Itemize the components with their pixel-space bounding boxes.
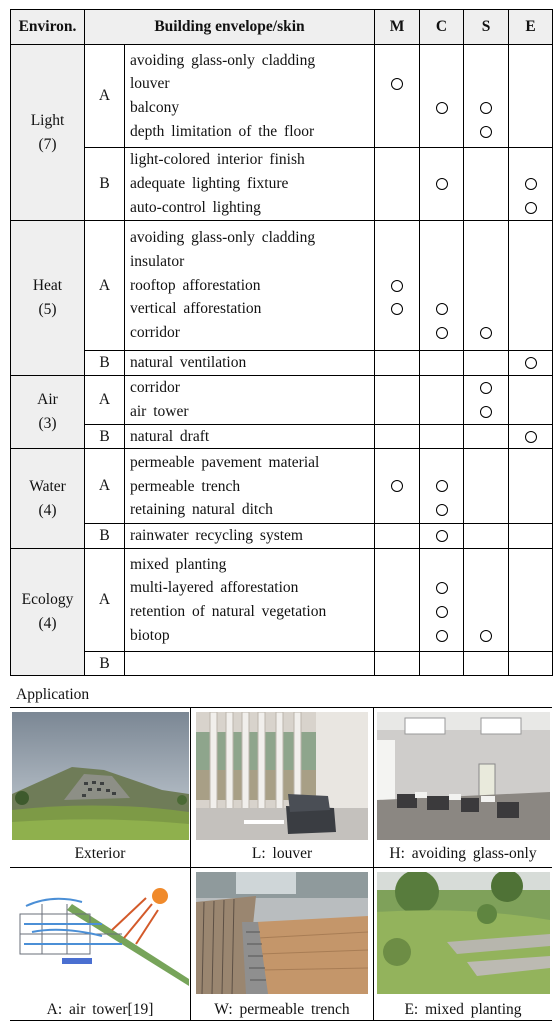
header-e: E (509, 10, 553, 45)
caption-exterior: Exterior (74, 845, 126, 862)
circle-mark-icon (525, 431, 537, 443)
mark-cell-c (420, 652, 464, 676)
mark-cell-c (420, 375, 464, 424)
item-list (125, 148, 375, 221)
mark-cell-s (464, 351, 509, 376)
envelope-table (10, 9, 553, 676)
environ-count: (4) (38, 615, 57, 633)
table-row (11, 351, 553, 376)
circle-mark-icon (391, 280, 403, 292)
list-item: vertical afforestation (130, 300, 262, 318)
mark-cell-s (464, 524, 509, 549)
mark-cell-e (509, 45, 553, 148)
caption-air-tower: A: air tower[19] (46, 1001, 154, 1018)
exterior-photo (12, 712, 189, 840)
list-item: avoiding glass-only cladding (130, 51, 316, 69)
mark-cell-s (464, 45, 509, 148)
table-row (11, 524, 553, 549)
list-item: corridor (130, 324, 180, 342)
caption-planting: E: mixed planting (404, 1001, 522, 1018)
mark-cell-e (509, 221, 553, 351)
mark-cell-m (375, 424, 420, 449)
list-item: retaining natural ditch (130, 501, 273, 519)
environ-cell (11, 449, 85, 549)
mark-cell-c (420, 45, 464, 148)
table-row (11, 449, 553, 524)
item-list (125, 45, 375, 148)
circle-mark-icon (436, 178, 448, 190)
circle-mark-icon (391, 78, 403, 90)
table-row (11, 424, 553, 449)
circle-mark-icon (436, 582, 448, 594)
mark-cell-s (464, 375, 509, 424)
circle-mark-icon (480, 327, 492, 339)
application-label: Application (16, 686, 90, 703)
circle-mark-icon (436, 303, 448, 315)
item-list (125, 524, 375, 549)
sub-category: A (85, 549, 125, 652)
environ-count: (5) (38, 300, 57, 318)
list-item: permeable pavement material (130, 453, 320, 471)
list-item: louver (130, 75, 170, 93)
circle-mark-icon (436, 327, 448, 339)
sub-category: A (85, 449, 125, 524)
circle-mark-icon (480, 630, 492, 642)
environ-cell (11, 375, 85, 449)
circle-mark-icon (436, 504, 448, 516)
mark-cell-c (420, 424, 464, 449)
item-list (125, 424, 375, 449)
mark-cell-e (509, 424, 553, 449)
mark-cell-s (464, 449, 509, 524)
table-row (11, 221, 553, 351)
mark-cell-m (375, 375, 420, 424)
mark-cell-m (375, 524, 420, 549)
header-envelope: Building envelope/skin (85, 10, 375, 45)
list-item: multi-layered afforestation (130, 579, 299, 597)
caption-louver: L: louver (251, 845, 313, 862)
sub-category: B (85, 524, 125, 549)
caption-glass: H: avoiding glass-only (389, 845, 537, 862)
mark-cell-e (509, 148, 553, 221)
mark-cell-m (375, 351, 420, 376)
environ-count: (7) (38, 135, 57, 153)
mark-cell-m (375, 652, 420, 676)
sub-category: A (85, 375, 125, 424)
item-list (125, 375, 375, 424)
mark-cell-s (464, 652, 509, 676)
item-list (125, 449, 375, 524)
mark-cell-m (375, 148, 420, 221)
circle-mark-icon (436, 102, 448, 114)
mark-cell-e (509, 351, 553, 376)
table-row (11, 652, 553, 676)
interior-photo (377, 712, 550, 840)
mark-cell-c (420, 221, 464, 351)
list-item: air tower (130, 402, 189, 420)
environ-count: (4) (38, 501, 57, 519)
mark-cell-e (509, 549, 553, 652)
sub-category: B (85, 148, 125, 221)
circle-mark-icon (391, 303, 403, 315)
circle-mark-icon (525, 357, 537, 369)
mark-cell-m (375, 221, 420, 351)
list-item: light-colored interior finish (130, 151, 305, 169)
list-item: natural draft (130, 427, 210, 445)
sub-category: B (85, 351, 125, 376)
caption-trench: W: permeable trench (214, 1001, 350, 1018)
mark-cell-e (509, 652, 553, 676)
environ-name: Light (30, 111, 65, 129)
mark-cell-e (509, 524, 553, 549)
circle-mark-icon (436, 606, 448, 618)
item-list (125, 549, 375, 652)
circle-mark-icon (525, 178, 537, 190)
circle-mark-icon (436, 530, 448, 542)
mark-cell-m (375, 549, 420, 652)
louver-photo (196, 712, 368, 840)
mark-cell-c (420, 549, 464, 652)
circle-mark-icon (480, 126, 492, 138)
air-tower-diagram (12, 874, 189, 994)
list-item: adequate lighting fixture (130, 175, 289, 193)
list-item: mixed planting (130, 555, 227, 573)
list-item: depth limitation of the floor (130, 122, 315, 140)
mark-cell-s (464, 148, 509, 221)
table-row (11, 375, 553, 424)
sub-category: A (85, 45, 125, 148)
environ-name: Heat (32, 276, 63, 294)
environ-name: Ecology (21, 591, 74, 609)
table-row (11, 549, 553, 652)
circle-mark-icon (480, 406, 492, 418)
item-list (125, 221, 375, 351)
mark-cell-c (420, 449, 464, 524)
header-m: M (375, 10, 420, 45)
list-item: insulator (130, 252, 185, 270)
circle-mark-icon (480, 102, 492, 114)
header-c: C (420, 10, 464, 45)
mark-cell-s (464, 424, 509, 449)
mark-cell-e (509, 449, 553, 524)
list-item: biotop (130, 626, 170, 644)
sub-category: A (85, 221, 125, 351)
list-item: rooftop afforestation (130, 276, 261, 294)
sub-category: B (85, 652, 125, 676)
item-list (125, 351, 375, 376)
mark-cell-s (464, 221, 509, 351)
mark-cell-c (420, 524, 464, 549)
circle-mark-icon (525, 202, 537, 214)
environ-cell (11, 45, 85, 221)
list-item: retention of natural vegetation (130, 603, 327, 621)
item-list (125, 652, 375, 676)
circle-mark-icon (480, 382, 492, 394)
environ-name: Air (37, 391, 58, 409)
header-environ: Environ. (11, 10, 85, 45)
table-row (11, 148, 553, 221)
mark-cell-m (375, 449, 420, 524)
application-photo-grid (10, 707, 552, 1021)
mark-cell-e (509, 375, 553, 424)
table-row (11, 45, 553, 148)
list-item: natural ventilation (130, 354, 247, 371)
sub-category: B (85, 424, 125, 449)
mixed-planting-photo (377, 872, 550, 994)
environ-name: Water (29, 477, 66, 495)
list-item: auto-control lighting (130, 198, 261, 216)
table-header-row (11, 10, 553, 45)
list-item: balcony (130, 99, 180, 116)
circle-mark-icon (391, 480, 403, 492)
list-item: corridor (130, 379, 180, 396)
list-item: permeable trench (130, 477, 241, 495)
mark-cell-c (420, 351, 464, 376)
permeable-trench-photo (196, 872, 368, 994)
circle-mark-icon (436, 480, 448, 492)
mark-cell-s (464, 549, 509, 652)
environ-cell (11, 221, 85, 376)
list-item: avoiding glass-only cladding (130, 229, 316, 247)
mark-cell-c (420, 148, 464, 221)
header-s: S (464, 10, 509, 45)
environ-count: (3) (38, 415, 57, 433)
circle-mark-icon (436, 630, 448, 642)
environ-cell (11, 549, 85, 676)
mark-cell-m (375, 45, 420, 148)
list-item: rainwater recycling system (130, 527, 303, 545)
